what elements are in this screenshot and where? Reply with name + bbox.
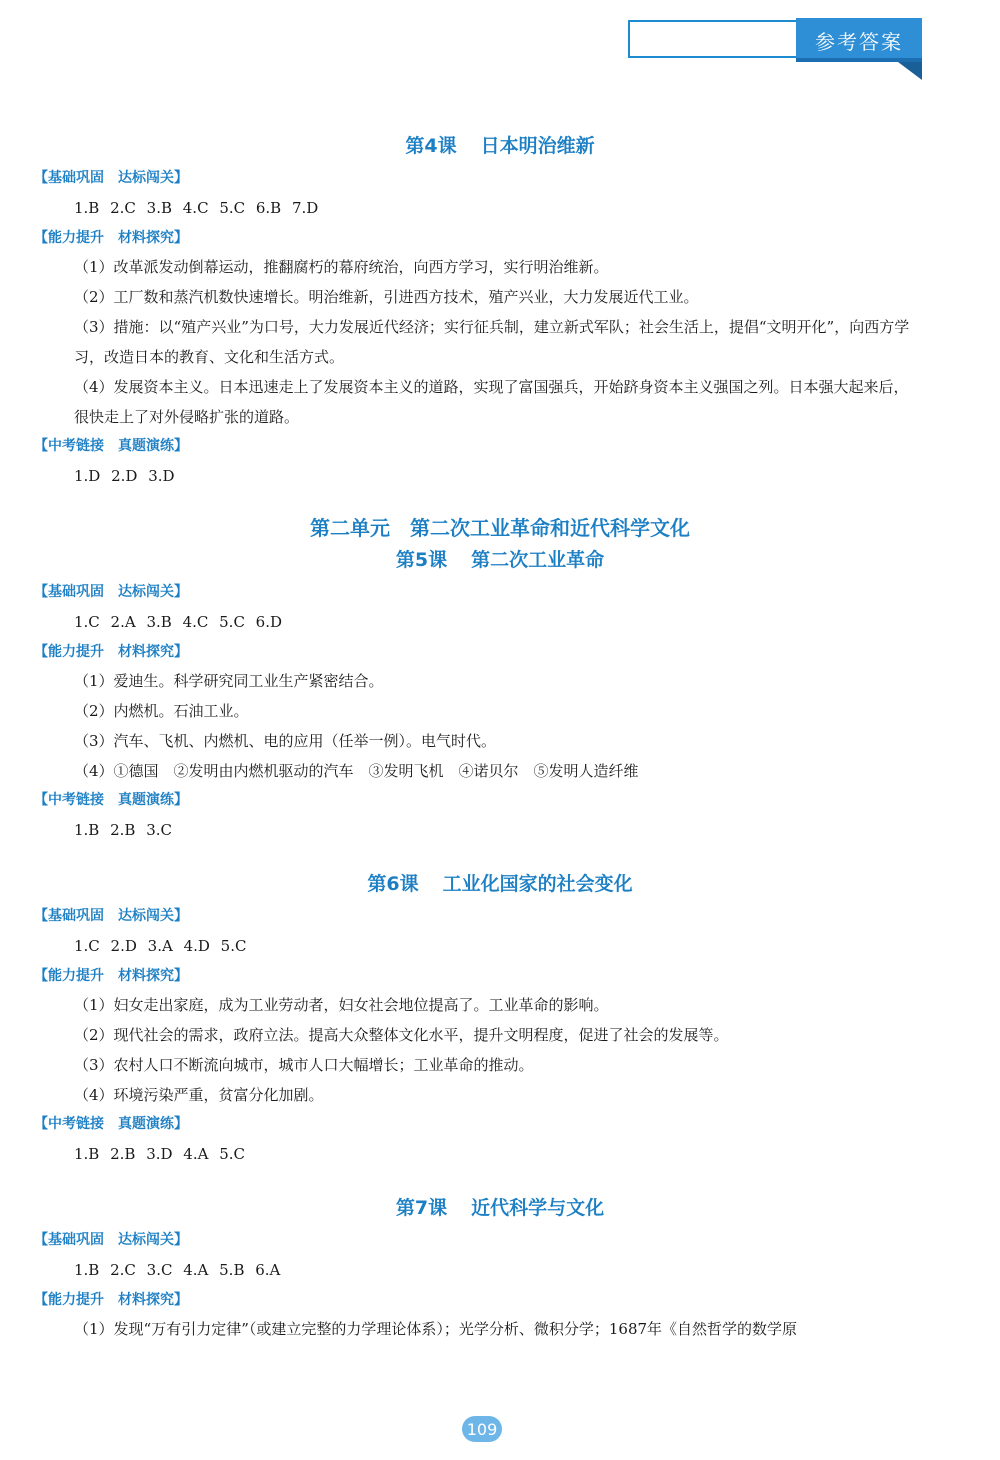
exam-answers: 1.B 2.B 3.D 4.A 5.C [74, 1145, 246, 1163]
page-number-label: 109 [466, 1419, 498, 1439]
basic-section-label: 【基础巩固 达标闯关】 [34, 1232, 188, 1248]
exam-answers: 1.B 2.B 3.C [74, 821, 172, 839]
ability-section-label: 【能力提升 材料探究】 [34, 230, 188, 246]
ability-item: （4）发展资本主义。日本迅速走上了发展资本主义的道路，实现了富国强兵，开始跻身资本主义强国之列。日本强大起来后，很快走上了对外侵略扩张的道路。 [74, 378, 909, 426]
header-fold-decoration [898, 62, 922, 80]
lesson-name: 日本明治维新 [480, 135, 595, 157]
unit-title: 第二单元 第二次工业革命和近代科学文化 [310, 516, 690, 540]
ability-item: （4）环境污染严重，贫富分化加剧。 [74, 1086, 324, 1104]
ability-item: （2）工厂数和蒸汽机数快速增长。明治维新，引进西方技术，殖产兴业，大力发展近代工业。 [74, 288, 699, 306]
ability-item: （1）发现“万有引力定律”（或建立完整的力学理论体系）；光学分析、微积分学；1687年《自然哲学的数学原 [74, 1320, 798, 1338]
basic-section-label: 【基础巩固 达标闯关】 [34, 584, 188, 600]
exam-section-label: 【中考链接 真题演练】 [34, 792, 188, 808]
lesson-number: 第5课 [395, 549, 448, 571]
ability-item: （3）农村人口不断流向城市，城市人口大幅增长；工业革命的推动。 [74, 1056, 534, 1074]
header-frame [628, 20, 798, 58]
basic-answers: 1.C 2.A 3.B 4.C 5.C 6.D [74, 613, 283, 631]
ability-item: （4）①德国 ②发明由内燃机驱动的汽车 ③发明飞机 ④诺贝尔 ⑤发明人造纤维 [74, 762, 639, 780]
basic-answers: 1.B 2.C 3.C 4.A 5.B 6.A [74, 1261, 281, 1279]
ability-item: （3）措施：以“殖产兴业”为口号，大力发展近代经济；实行征兵制，建立新式军队；社会生活上，提倡“文明开化”，向西方学习，改造日本的教育、文化和生活方式。 [74, 318, 910, 366]
ability-section-label: 【能力提升 材料探究】 [34, 1292, 188, 1308]
exam-answers: 1.D 2.D 3.D [74, 467, 175, 485]
page-number [462, 1416, 502, 1442]
ability-item: （2）现代社会的需求，政府立法。提高大众整体文化水平，提升文明程度，促进了社会的发展等。 [74, 1026, 729, 1044]
lesson-title [0, 128, 1000, 164]
exam-section-label: 【中考链接 真题演练】 [34, 1116, 188, 1132]
ability-section-label: 【能力提升 材料探究】 [34, 644, 188, 660]
ability-item: （1）改革派发动倒幕运动，推翻腐朽的幕府统治，向西方学习，实行明治维新。 [74, 258, 609, 276]
basic-section-label: 【基础巩固 达标闯关】 [34, 908, 188, 924]
lesson-title [0, 542, 1000, 578]
lesson-6 [0, 866, 1000, 1170]
lesson-name: 工业化国家的社会变化 [442, 873, 633, 895]
exam-section-label: 【中考链接 真题演练】 [34, 438, 188, 454]
lesson-number: 第6课 [367, 873, 419, 895]
ability-item: （1）爱迪生。科学研究同工业生产紧密结合。 [74, 672, 384, 690]
basic-section-label: 【基础巩固 达标闯关】 [34, 170, 188, 186]
lesson-title [0, 1190, 1000, 1226]
ability-section-label: 【能力提升 材料探究】 [34, 968, 188, 984]
header-tab-label: 参考答案 [815, 29, 903, 54]
lesson-number: 第4课 [405, 135, 457, 157]
lesson-5 [0, 512, 1000, 846]
lesson-name: 第二次工业革命 [471, 549, 605, 571]
lesson-7 [0, 1190, 1000, 1344]
ability-item: （3）汽车、飞机、内燃机、电的应用（任举一例）。电气时代。 [74, 732, 497, 750]
lesson-4 [0, 128, 1000, 492]
basic-answers: 1.C 2.D 3.A 4.D 5.C [74, 937, 247, 955]
lesson-name: 近代科学与文化 [471, 1197, 605, 1219]
lesson-title [0, 866, 1000, 902]
ability-item: （2）内燃机。石油工业。 [74, 702, 249, 720]
header-tab [796, 18, 922, 62]
lesson-number: 第7课 [395, 1197, 448, 1219]
ability-item: （1）妇女走出家庭，成为工业劳动者，妇女社会地位提高了。工业革命的影响。 [74, 996, 609, 1014]
answer-content [0, 128, 1000, 1344]
basic-answers: 1.B 2.C 3.B 4.C 5.C 6.B 7.D [74, 199, 319, 217]
